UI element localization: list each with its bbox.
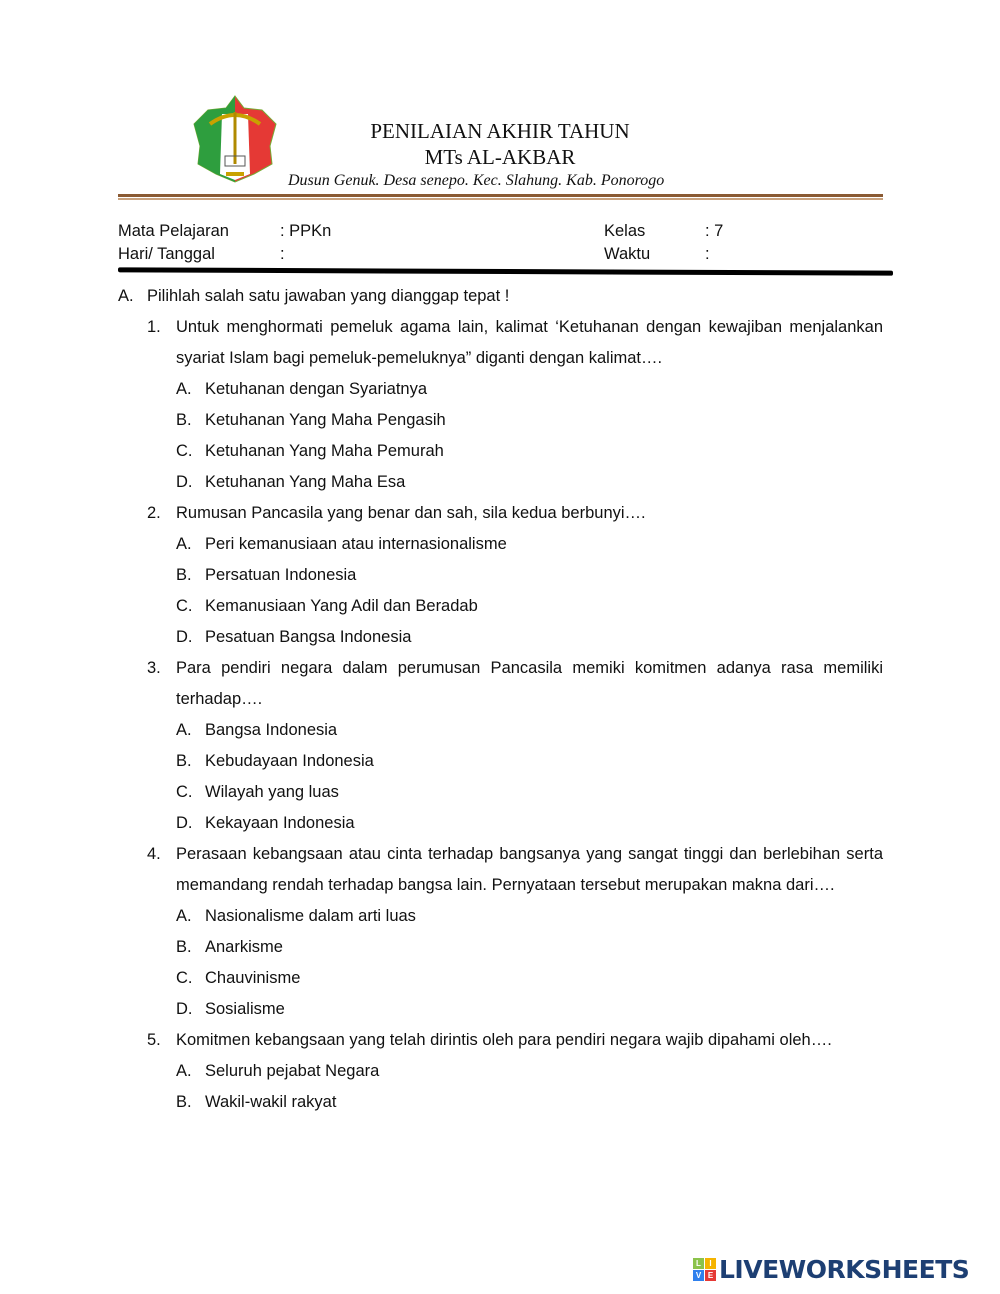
subject-label: Mata Pelajaran xyxy=(118,222,229,240)
answer-option[interactable] xyxy=(176,591,883,622)
question-number: 2. xyxy=(147,504,161,522)
answer-option[interactable] xyxy=(176,715,883,746)
option-text: Ketuhanan Yang Maha Pemurah xyxy=(205,442,444,460)
option-letter: B. xyxy=(176,1093,192,1111)
answer-option[interactable] xyxy=(176,777,883,808)
option-text: Chauvinisme xyxy=(205,969,301,987)
header-divider-light xyxy=(118,198,883,200)
time-value: : xyxy=(705,245,710,263)
option-letter: A. xyxy=(176,907,192,925)
answer-option[interactable] xyxy=(176,1056,883,1087)
option-text: Ketuhanan dengan Syariatnya xyxy=(205,380,428,398)
answer-option[interactable] xyxy=(176,436,883,467)
option-letter: C. xyxy=(176,442,193,460)
option-text: Peri kemanusiaan atau internasionalisme xyxy=(205,535,507,553)
answer-option[interactable] xyxy=(176,994,883,1025)
option-text: Anarkisme xyxy=(205,938,283,956)
answer-option[interactable] xyxy=(176,622,883,653)
option-text: Kebudayaan Indonesia xyxy=(205,752,374,770)
question-text: Rumusan Pancasila yang benar dan sah, sila kedua berbunyi…. xyxy=(176,504,646,522)
option-letter: B. xyxy=(176,752,192,770)
badge-letter: E xyxy=(705,1270,716,1281)
option-letter: D. xyxy=(176,814,193,832)
date-label: Hari/ Tanggal xyxy=(118,245,215,263)
header-divider xyxy=(118,194,883,197)
badge-letter: V xyxy=(693,1270,704,1281)
answer-option[interactable] xyxy=(176,1087,883,1118)
option-text: Seluruh pejabat Negara xyxy=(205,1062,380,1080)
option-letter: D. xyxy=(176,628,193,646)
option-letter: C. xyxy=(176,969,193,987)
option-text: Sosialisme xyxy=(205,1000,285,1018)
option-text: Persatuan Indonesia xyxy=(205,566,357,584)
section-letter: A. xyxy=(118,287,134,305)
exam-title: PENILAIAN AKHIR TAHUN xyxy=(370,119,630,143)
option-text: Ketuhanan Yang Maha Esa xyxy=(205,473,406,491)
class-label: Kelas xyxy=(604,222,646,240)
question-number: 5. xyxy=(147,1031,161,1049)
answer-option[interactable] xyxy=(176,901,883,932)
option-letter: D. xyxy=(176,473,193,491)
option-text: Wilayah yang luas xyxy=(205,783,339,801)
option-letter: B. xyxy=(176,566,192,584)
option-letter: C. xyxy=(176,597,193,615)
question-number: 3. xyxy=(147,659,161,677)
badge-letter: L xyxy=(693,1258,704,1269)
option-letter: C. xyxy=(176,783,193,801)
question xyxy=(147,839,883,901)
option-letter: A. xyxy=(176,535,192,553)
option-text: Ketuhanan Yang Maha Pengasih xyxy=(205,411,446,429)
question-number: 4. xyxy=(147,845,161,863)
option-letter: D. xyxy=(176,1000,193,1018)
option-text: Kekayaan Indonesia xyxy=(205,814,355,832)
option-text: Kemanusiaan Yang Adil dan Beradab xyxy=(205,597,478,615)
option-text: Bangsa Indonesia xyxy=(205,721,338,739)
instruction-text: Pilihlah salah satu jawaban yang dianggap tepat ! xyxy=(147,287,510,305)
answer-option[interactable] xyxy=(176,746,883,777)
school-address: Dusun Genuk. Desa senepo. Kec. Slahung. Kab. Ponorogo xyxy=(288,172,665,189)
answer-option[interactable] xyxy=(176,529,883,560)
question xyxy=(147,498,883,529)
answer-option[interactable] xyxy=(176,560,883,591)
answer-option[interactable] xyxy=(176,932,883,963)
answer-option[interactable] xyxy=(176,808,883,839)
question-text: Perasaan kebangsaan atau cinta terhadap bangsanya yang sangat tinggi dan berlebihan serta memandang rendah terhadap bangsa lain. Pernyataan tersebut merupakan makna dari…. xyxy=(176,845,883,894)
option-text: Pesatuan Bangsa Indonesia xyxy=(205,628,412,646)
answer-option[interactable] xyxy=(176,467,883,498)
option-letter: A. xyxy=(176,380,192,398)
answer-option[interactable] xyxy=(176,374,883,405)
brand-text: LIVEWORKSHEETS xyxy=(719,1255,970,1284)
option-text: Wakil-wakil rakyat xyxy=(205,1093,337,1111)
option-letter: A. xyxy=(176,1062,192,1080)
answer-option[interactable] xyxy=(176,963,883,994)
question xyxy=(147,312,883,374)
liveworksheets-logo xyxy=(693,1255,969,1284)
live-badge-icon xyxy=(693,1258,716,1281)
answer-option[interactable] xyxy=(176,405,883,436)
question xyxy=(147,653,883,715)
option-letter: B. xyxy=(176,411,192,429)
meta-divider xyxy=(118,267,893,275)
option-letter: A. xyxy=(176,721,192,739)
school-logo xyxy=(192,94,278,184)
section-instruction xyxy=(118,281,883,312)
question-text: Untuk menghormati pemeluk agama lain, kalimat ‘Ketuhanan dengan kewajiban menjalankan syariat Islam bagi pemeluk-pemeluknya” diganti dengan kalimat…. xyxy=(176,318,883,367)
option-text: Nasionalisme dalam arti luas xyxy=(205,907,416,925)
school-name: MTs AL-AKBAR xyxy=(424,145,576,169)
class-value: : 7 xyxy=(705,222,724,240)
question-text: Para pendiri negara dalam perumusan Pancasila memiki komitmen adanya rasa memiliki terhadap…. xyxy=(176,659,883,708)
badge-letter: I xyxy=(705,1258,716,1269)
question-section xyxy=(118,281,883,1118)
question-number: 1. xyxy=(147,318,161,336)
option-letter: B. xyxy=(176,938,192,956)
time-label: Waktu xyxy=(604,245,651,263)
date-value: : xyxy=(280,245,285,263)
question-text: Komitmen kebangsaan yang telah dirintis oleh para pendiri negara wajib dipahami oleh…. xyxy=(176,1031,832,1049)
question xyxy=(147,1025,883,1056)
subject-value: : PPKn xyxy=(280,222,332,240)
